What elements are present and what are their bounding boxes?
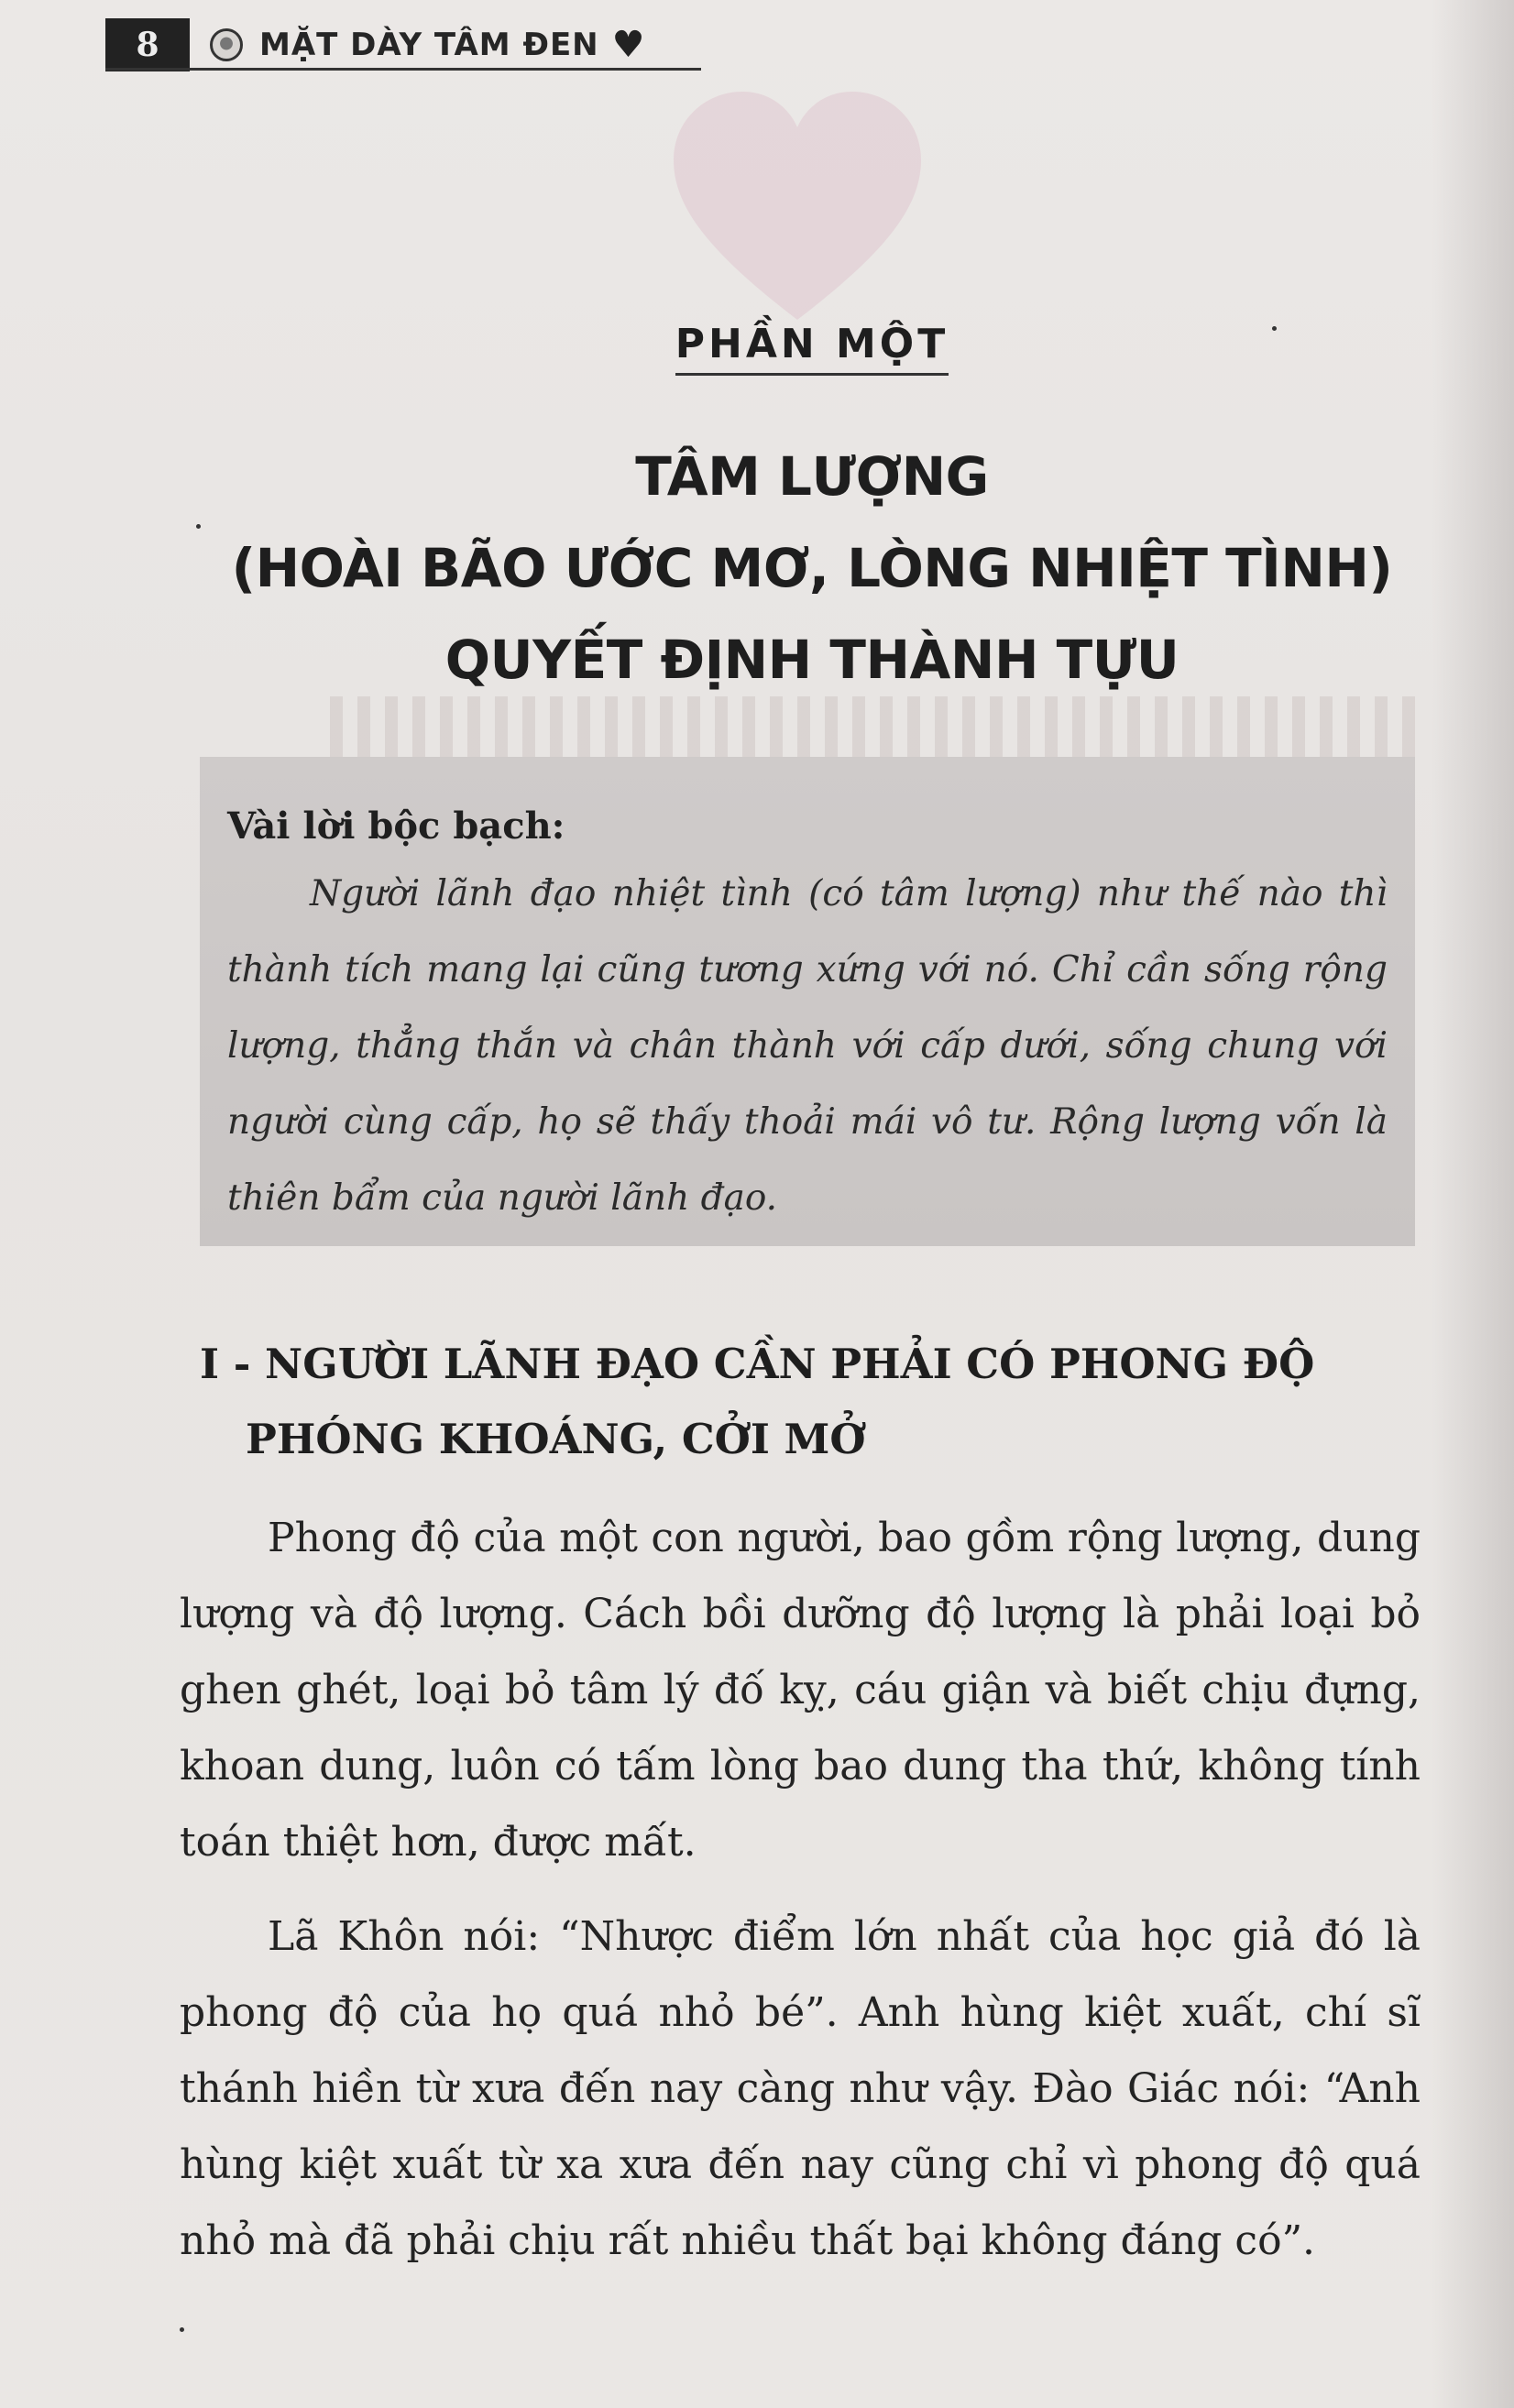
preface-title: Vài lời bộc bạch: bbox=[227, 804, 565, 848]
header-rule bbox=[105, 68, 701, 71]
part-title bbox=[0, 431, 1514, 706]
section-heading: I - NGƯỜI LÃNH ĐẠO CẦN PHẢI CÓ PHONG ĐỘ PHÓNG KHOÁNG, CỞI MỞ bbox=[200, 1340, 1315, 1463]
print-speck bbox=[180, 2327, 184, 2332]
part-title-line-1: TÂM LƯỢNG bbox=[635, 445, 989, 508]
part-title-line-3: QUYẾT ĐỊNH THÀNH TỰU bbox=[444, 629, 1179, 691]
part-label: PHẦN MỘT bbox=[675, 321, 949, 376]
part-title-line-2: (HOÀI BÃO ƯỚC MƠ, LÒNG NHIỆT TÌNH) bbox=[231, 537, 1393, 599]
part-heading bbox=[0, 321, 1514, 376]
heart-icon: ♥ bbox=[611, 24, 645, 66]
preface-box bbox=[200, 757, 1415, 1246]
preface-text: Người lãnh đạo nhiệt tình (có tâm lượng) như thế nào thì thành tích mang lại cũng tương xứng với nó. Chỉ cần sống rộng lượng, thẳng thắn và chân thành với cấp dưới, sống chung với người cùng cấp, họ sẽ thấy thoải mái vô tư. Rộng lượng vốn là thiên bẩm của người lãnh đạo. bbox=[227, 873, 1388, 1219]
book-emblem-icon bbox=[210, 28, 243, 61]
page-number: 8 bbox=[105, 18, 190, 71]
print-speck bbox=[1272, 326, 1277, 331]
body-paragraph-1: Phong độ của một con người, bao gồm rộng lượng, dung lượng và độ lượng. Cách bồi dưỡng độ lượng là phải loại bỏ ghen ghét, loại bỏ tâm lý đố kỵ, cáu giận và biết chịu đựng, khoan dung, luôn có tấm lòng bao dung tha thứ, không tính toán thiệt hơn, được mất. bbox=[180, 1515, 1421, 1866]
body-paragraph-2: Lã Khôn nói: “Nhược điểm lớn nhất của học giả đó là phong độ của họ quá nhỏ bé”. Anh hùng kiệt xuất, chí sĩ thánh hiền từ xưa đến nay càng như vậy. Đào Giác nói: “Anh hùng kiệt xuất từ xa xưa đến nay cũng chỉ vì phong độ quá nhỏ mà đã phải chịu rất nhiều thất bại không đáng có”. bbox=[180, 1913, 1421, 2264]
bleed-through-heart-icon bbox=[660, 78, 935, 353]
running-header-title: MẶT DÀY TÂM ĐEN bbox=[259, 27, 599, 63]
print-speck bbox=[196, 524, 201, 529]
running-header bbox=[105, 18, 644, 71]
